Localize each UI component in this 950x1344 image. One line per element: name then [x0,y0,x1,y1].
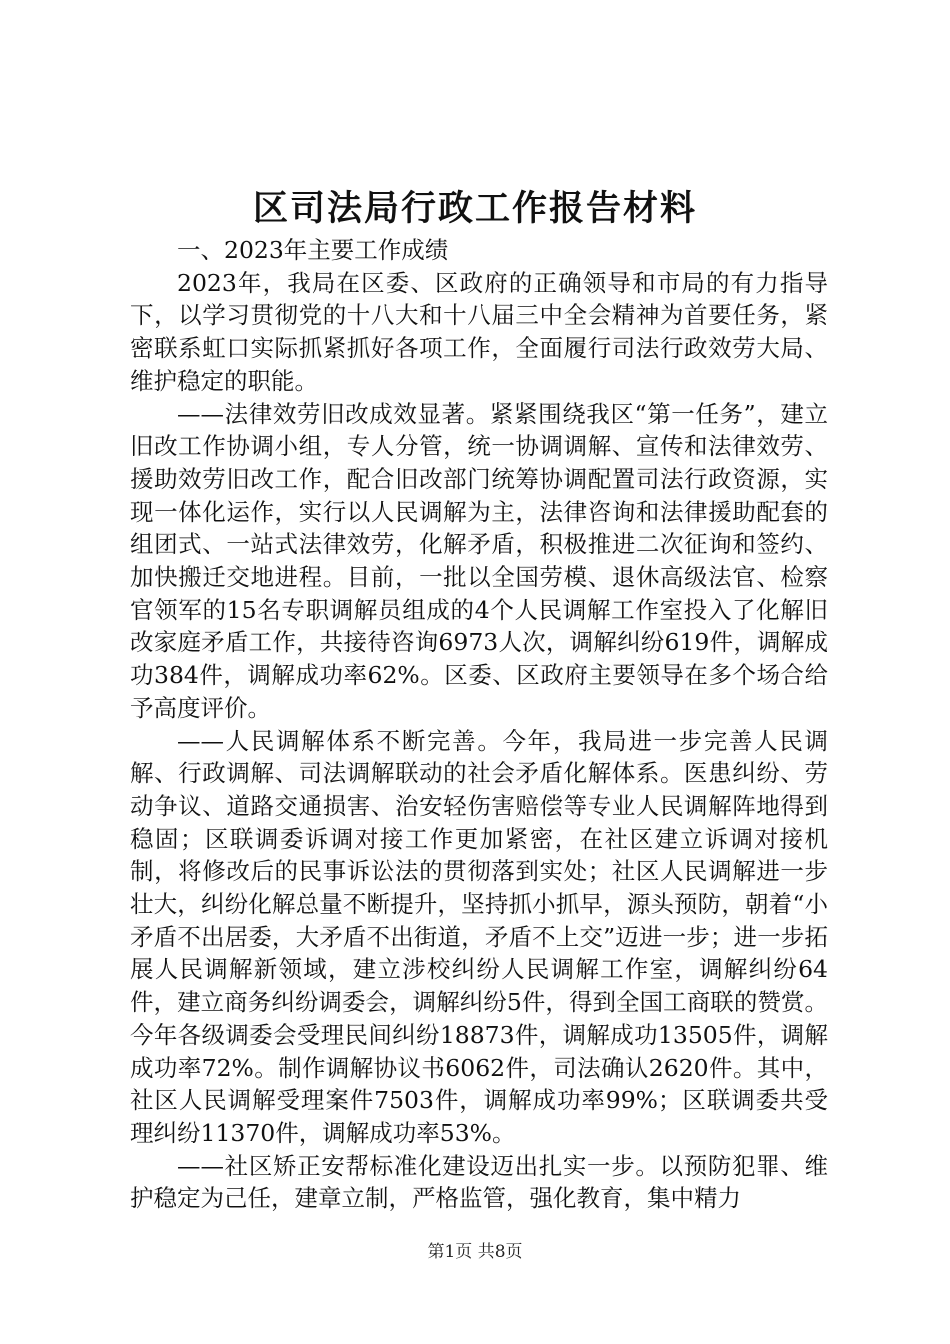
paragraph-community-correction: ——社区矫正安帮标准化建设迈出扎实一步。以预防犯罪、维护稳定为己任，建章立制，严格监管，强化教育，集中精力 [130,1151,828,1213]
page-title: 区司法局行政工作报告材料 [252,188,697,229]
page-number: 第1页 共8页 [427,1242,523,1262]
document-body [130,234,828,1215]
section-heading: 一、2023年主要工作成绩 [177,236,449,264]
paragraph-intro: 2023年，我局在区委、区政府的正确领导和市局的有力指导下，以学习贯彻党的十八大和十八届三中全会精神为首要任务，紧密联系虹口实际抓紧抓好各项工作，全面履行司法行政效劳大局、维护稳定的职能。 [130,268,828,395]
paragraph-legal-service: ——法律效劳旧改成效显著。紧紧围绕我区“第一任务”，建立旧改工作协调小组，专人分管，统一协调调解、宣传和法律效劳、援助效劳旧改工作，配合旧改部门统筹协调配置司法行政资源，实现一体化运作，实行以人民调解为主，法律咨询和法律援助配套的组团式、一站式法律效劳，化解矛盾，积极推进二次征询和签约、加快搬迁交地进程。目前，一批以全国劳模、退休高级法官、检察官领军的15名专职调解员组成的4个人民调解工作室投入了化解旧改家庭矛盾工作，共接待咨询6973人次，调解纠纷619件，调解成功384件，调解成功率62%。区委、区政府主要领导在多个场合给予高度评价。 [130,399,828,722]
paragraph-mediation: ——人民调解体系不断完善。今年，我局进一步完善人民调解、行政调解、司法调解联动的社会矛盾化解体系。医患纠纷、劳动争议、道路交通损害、治安轻伤害赔偿等专业人民调解阵地得到稳固；区联调委诉调对接工作更加紧密，在社区建立诉调对接机制，将修改后的民事诉讼法的贯彻落到实处；社区人民调解进一步壮大，纠纷化解总量不断提升，坚持抓小抓早，源头预防，朝着“小矛盾不出居委，大矛盾不出街道，矛盾不上交”迈进一步；进一步拓展人民调解新领域，建立涉校纠纷人民调解工作室，调解纠纷64件，建立商务纠纷调委会，调解纠纷5件，得到全国工商联的赞赏。今年各级调委会受理民间纠纷18873件，调解成功13505件，调解成功率72%。制作调解协议书6062件，司法确认2620件。其中，社区人民调解受理案件7503件，调解成功率99%；区联调委共受理纠纷11370件，调解成功率53%。 [130,726,828,1147]
